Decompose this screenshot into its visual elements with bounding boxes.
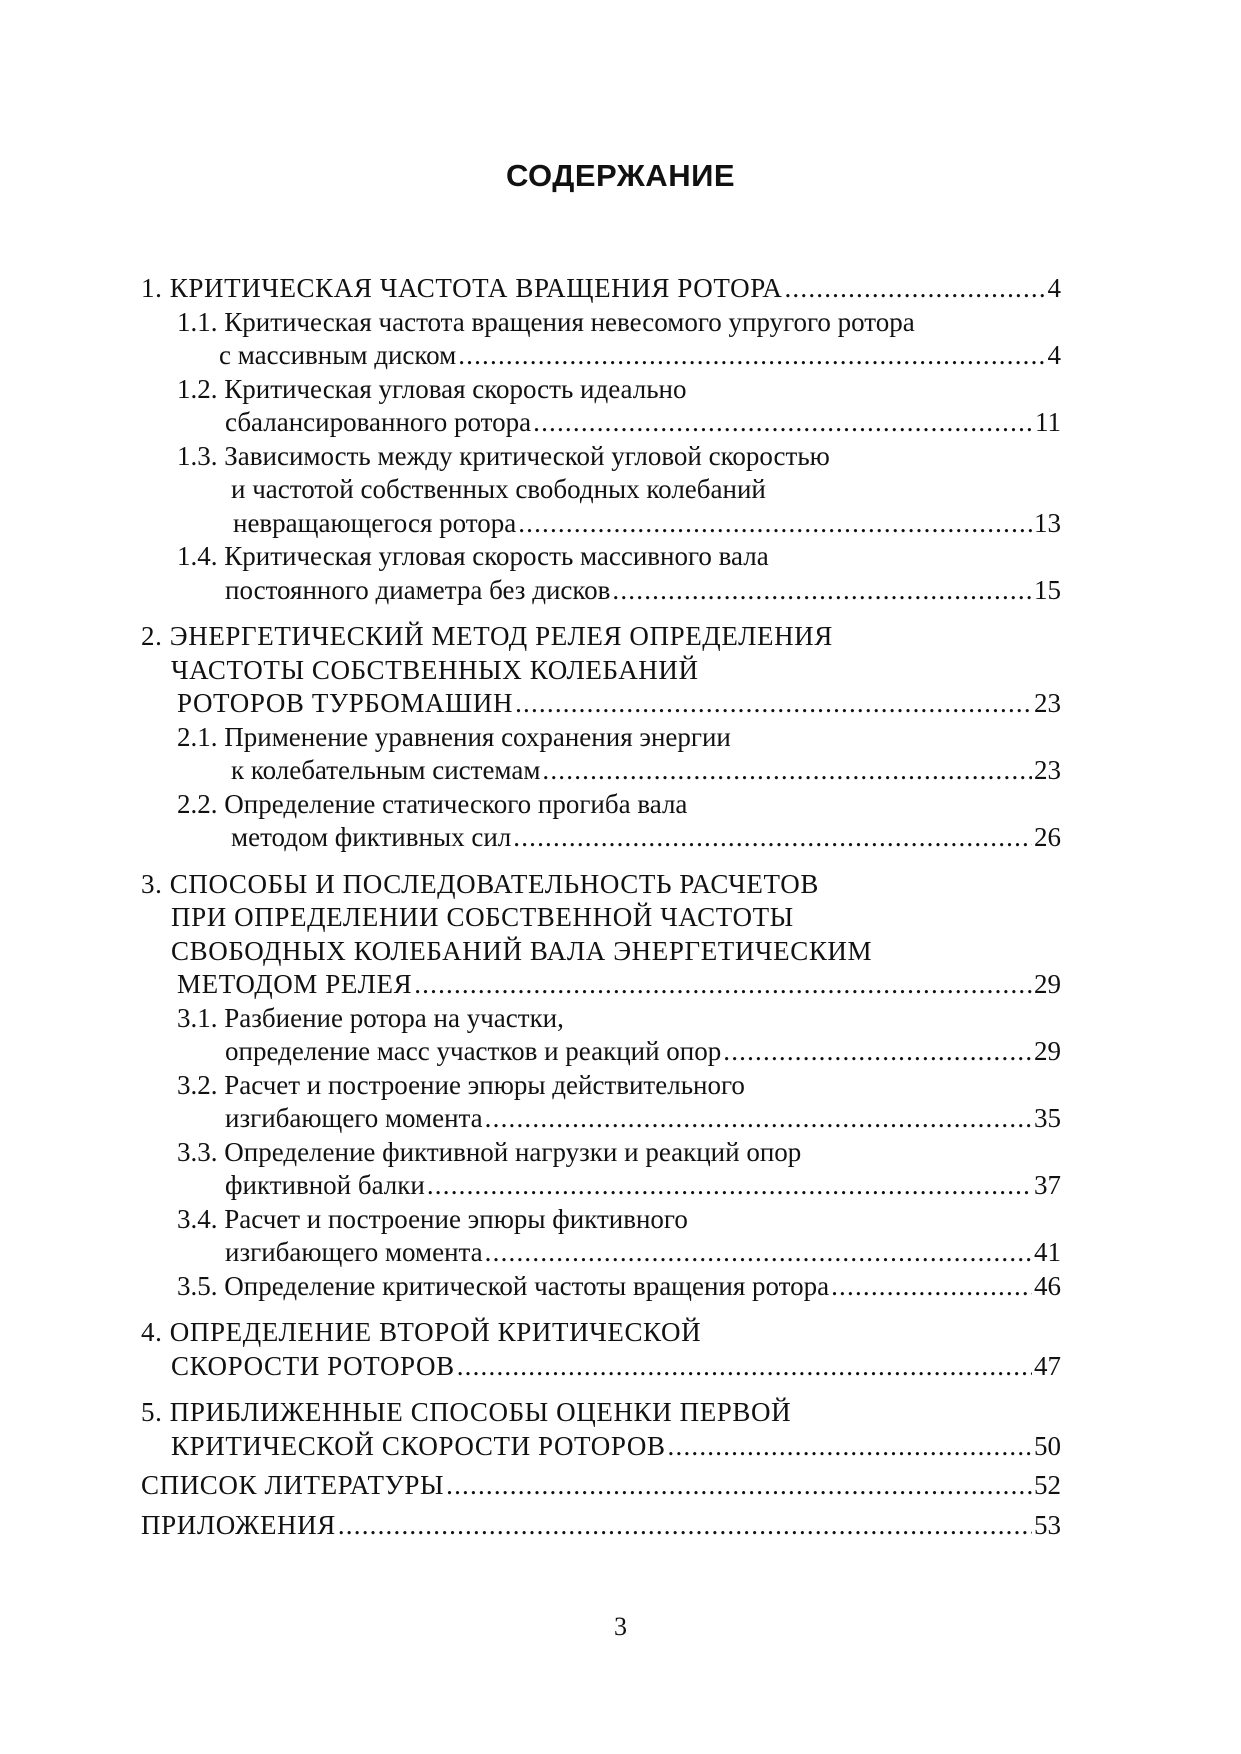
toc-page-number: 37 [1034, 1170, 1061, 1200]
toc-line [141, 440, 1061, 474]
toc-subsection[interactable] [141, 1002, 1061, 1069]
toc-page-number: 46 [1034, 1270, 1061, 1301]
page-number: 3 [614, 1612, 627, 1641]
toc-page-number: 29 [1034, 1036, 1061, 1066]
toc-line-text: ЧАСТОТЫ СОБСТВЕННЫХ КОЛЕБАНИЙ [171, 654, 699, 685]
toc-line-text: 3.5. Определение критической частоты вращения ротора [177, 1270, 830, 1301]
dot-leader [414, 968, 1032, 1002]
toc-section[interactable] [141, 1469, 1061, 1503]
toc-line-text: 3.2. Расчет и построение эпюры действительного [177, 1069, 745, 1100]
toc-page-number: 26 [1034, 822, 1061, 852]
toc-line-text: СВОБОДНЫХ КОЛЕБАНИЙ ВАЛА ЭНЕРГЕТИЧЕСКИМ [171, 935, 873, 966]
toc-line [141, 1469, 1061, 1503]
toc-line [141, 1102, 1061, 1136]
toc-line [141, 1270, 1061, 1304]
dot-leader [518, 507, 1032, 541]
toc-line [141, 788, 1061, 822]
toc-line-text: фиктивной балки [225, 1170, 425, 1200]
dot-leader [612, 574, 1032, 608]
toc-line-text: 5. ПРИБЛИЖЕННЫЕ СПОСОБЫ ОЦЕНКИ ПЕРВОЙ [141, 1397, 792, 1427]
toc-line-text: 1.2. Критическая угловая скорость идеально [177, 373, 687, 404]
toc-line-text: 3. СПОСОБЫ И ПОСЛЕДОВАТЕЛЬНОСТЬ РАСЧЕТОВ [141, 868, 819, 899]
dot-leader [485, 1102, 1032, 1136]
toc-subsection[interactable] [141, 1270, 1061, 1304]
toc-line [141, 901, 1061, 935]
dot-leader [457, 1350, 1032, 1384]
toc-line [141, 1316, 1061, 1350]
toc-section[interactable] [141, 620, 1061, 721]
toc-subsection[interactable] [141, 1203, 1061, 1270]
toc-subsection[interactable] [141, 373, 1061, 440]
dot-leader [723, 1035, 1032, 1069]
toc-line-text: сбалансированного ротора [225, 407, 532, 437]
toc-line-text: 3.1. Разбиение ротора на участки, [177, 1002, 564, 1033]
toc-line [141, 821, 1061, 855]
toc-line [141, 1136, 1061, 1170]
toc-section[interactable] [141, 1396, 1061, 1463]
toc-page-number: 13 [1034, 507, 1061, 538]
toc-line [141, 1169, 1061, 1203]
dot-leader [831, 1270, 1032, 1304]
toc-line-text: 2. ЭНЕРГЕТИЧЕСКИЙ МЕТОД РЕЛЕЯ ОПРЕДЕЛЕНИЯ [141, 621, 833, 651]
dot-leader [485, 1236, 1032, 1270]
toc-page-number: 47 [1034, 1350, 1061, 1381]
toc-line-text: невращающегося ротора [233, 507, 517, 538]
toc-line [141, 868, 1061, 902]
toc-line-text: 1.1. Критическая частота вращения невесомого упругого ротора [177, 306, 915, 337]
toc-subsection[interactable] [141, 788, 1061, 855]
table-of-contents [141, 272, 1061, 1542]
toc-line-text: МЕТОДОМ РЕЛЕЯ [177, 969, 413, 999]
toc-line-text: определение масс участков и реакций опор [225, 1036, 722, 1066]
toc-line [141, 1350, 1061, 1384]
toc-line [141, 1002, 1061, 1036]
toc-line-text: СКОРОСТИ РОТОРОВ [171, 1350, 455, 1381]
toc-line-text: 1.4. Критическая угловая скорость массивного вала [177, 541, 769, 571]
toc-line [141, 1509, 1061, 1543]
toc-line [141, 1035, 1061, 1069]
toc-page-number: 11 [1035, 407, 1061, 437]
toc-page-number: 29 [1034, 969, 1061, 999]
toc-page-number: 41 [1034, 1237, 1061, 1267]
dot-leader [338, 1509, 1032, 1543]
toc-subsection[interactable] [141, 440, 1061, 541]
dot-leader [784, 272, 1045, 306]
toc-line-text: ПРИЛОЖЕНИЯ [141, 1509, 336, 1540]
toc-line [141, 935, 1061, 969]
toc-line [141, 540, 1061, 574]
toc-line-text: 2.1. Применение уравнения сохранения энергии [177, 721, 731, 752]
toc-line-text: и частотой собственных свободных колебаний [231, 474, 766, 504]
dot-leader [446, 1469, 1032, 1503]
toc-subsection[interactable] [141, 306, 1061, 373]
toc-line-text: изгибающего момента [225, 1103, 483, 1133]
toc-subsection[interactable] [141, 1069, 1061, 1136]
toc-line [141, 620, 1061, 654]
toc-line [141, 968, 1061, 1002]
toc-line [141, 373, 1061, 407]
dot-leader [515, 687, 1032, 721]
toc-page-number: 4 [1047, 273, 1061, 303]
toc-line [141, 574, 1061, 608]
toc-line [141, 507, 1061, 541]
toc-line-text: ПРИ ОПРЕДЕЛЕНИИ СОБСТВЕННОЙ ЧАСТОТЫ [171, 902, 794, 932]
toc-subsection[interactable] [141, 1136, 1061, 1203]
dot-leader [458, 339, 1045, 373]
toc-section[interactable] [141, 272, 1061, 306]
toc-line-text: 1. КРИТИЧЕСКАЯ ЧАСТОТА ВРАЩЕНИЯ РОТОРА [141, 273, 783, 303]
toc-line [141, 1236, 1061, 1270]
toc-page-number: 23 [1034, 755, 1061, 785]
toc-line [141, 1396, 1061, 1430]
toc-line [141, 1069, 1061, 1103]
toc-section[interactable] [141, 868, 1061, 1002]
dot-leader [427, 1169, 1032, 1203]
toc-line-text: 3.3. Определение фиктивной нагрузки и реакций опор [177, 1136, 802, 1167]
toc-line [141, 339, 1061, 373]
toc-line-text: 3.4. Расчет и построение эпюры фиктивного [177, 1203, 688, 1234]
toc-subsection[interactable] [141, 540, 1061, 607]
toc-line-text: КРИТИЧЕСКОЙ СКОРОСТИ РОТОРОВ [171, 1430, 666, 1461]
toc-page-number: 4 [1047, 340, 1061, 370]
toc-line [141, 406, 1061, 440]
toc-section[interactable] [141, 1316, 1061, 1383]
toc-line-text: изгибающего момента [225, 1237, 483, 1267]
toc-page-number: 23 [1034, 688, 1061, 718]
dot-leader [513, 821, 1032, 855]
toc-line [141, 721, 1061, 755]
toc-line [141, 687, 1061, 721]
toc-line-text: 2.2. Определение статического прогиба вала [177, 788, 688, 819]
dot-leader [668, 1430, 1032, 1464]
toc-line [141, 654, 1061, 688]
toc-page-number: 50 [1034, 1430, 1061, 1461]
toc-line-text: РОТОРОВ ТУРБОМАШИН [177, 688, 514, 718]
toc-section[interactable] [141, 1509, 1061, 1543]
toc-line-text: СПИСОК ЛИТЕРАТУРЫ [141, 1470, 445, 1500]
toc-line [141, 272, 1061, 306]
toc-line-text: 4. ОПРЕДЕЛЕНИЕ ВТОРОЙ КРИТИЧЕСКОЙ [141, 1317, 702, 1347]
toc-line-text: к колебательным системам [231, 755, 541, 785]
toc-line [141, 1430, 1061, 1464]
page-title: СОДЕРЖАНИЕ [505, 158, 736, 193]
toc-line [141, 306, 1061, 340]
toc-page-number: 52 [1034, 1470, 1061, 1500]
toc-line-text: 1.3. Зависимость между критической угловой скоростью [177, 440, 830, 471]
dot-leader [533, 406, 1033, 440]
toc-line-text: постоянного диаметра без дисков [225, 574, 611, 605]
toc-line [141, 473, 1061, 507]
toc-page-number: 15 [1034, 574, 1061, 605]
toc-page-number: 35 [1034, 1103, 1061, 1133]
toc-line [141, 1203, 1061, 1237]
toc-line-text: с массивным диском [219, 340, 457, 370]
toc-line [141, 754, 1061, 788]
toc-line-text: методом фиктивных сил [231, 822, 512, 852]
toc-subsection[interactable] [141, 721, 1061, 788]
toc-page-number: 53 [1034, 1509, 1061, 1540]
dot-leader [542, 754, 1032, 788]
